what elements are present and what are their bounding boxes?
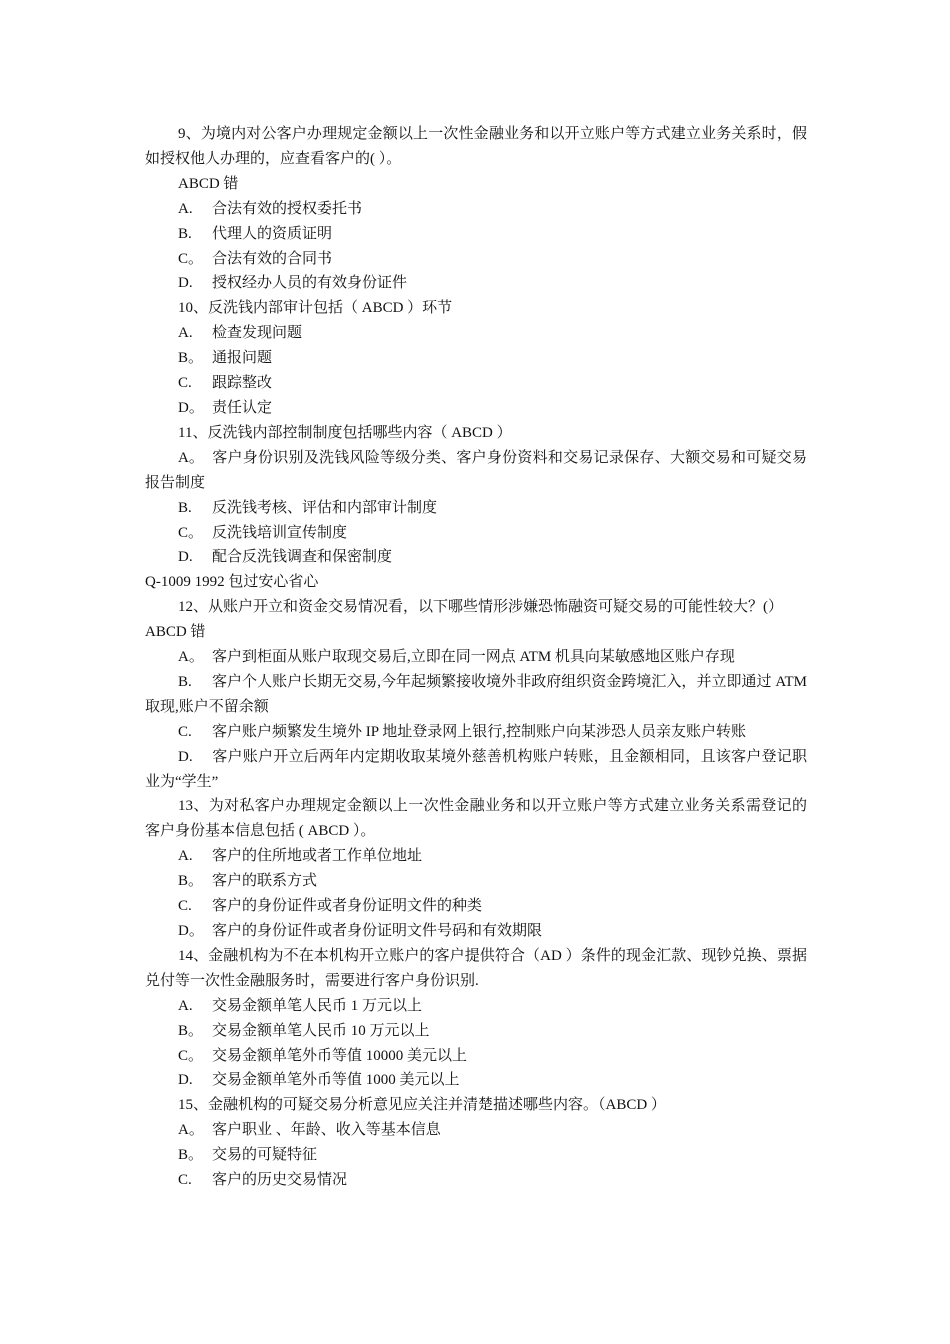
question-10-option-a: A. 检查发现问题 [178,325,303,342]
question-12-option-d: D. 客户账户开立后两年内定期收取某境外慈善机构账户转账，且金额相同，且该客户登记职业为“学生” [145,748,807,790]
question-9-option-a: A. 合法有效的授权委托书 [178,200,363,217]
question-12-note: ABCD 错 [145,624,206,641]
question-10-option-c: C. 跟踪整改 [178,375,273,392]
question-10-option-d: D。 责任认定 [178,399,273,416]
question-14-option-d: D. 交易金额单笔外币等值 1000 美元以上 [178,1072,460,1089]
question-11-option-a: A。 客户身份识别及洗钱风险等级分类、客户身份资料和交易记录保存、大额交易和可疑交易报告制度 [145,449,807,491]
question-15-option-c: C. 客户的历史交易情况 [178,1172,348,1189]
question-14-stem: 14、金融机构为不在本机构开立账户的客户提供符合（AD ）条件的现金汇款、现钞兑换、票据兑付等一次性金融服务时，需要进行客户身份识别. [145,947,807,989]
question-15-option-b: B。 交易的可疑特征 [178,1147,318,1164]
question-12-option-c: C. 客户账户频繁发生境外 IP 地址登录网上银行,控制账户向某涉恐人员亲友账户转账 [178,723,747,740]
question-13-stem: 13、为对私客户办理规定金额以上一次性金融业务和以开立账户等方式建立业务关系需登记的客户身份基本信息包括 ( ABCD ）。 [145,798,807,840]
question-12-stem: 12、从账户开立和资金交易情况看，以下哪些情形涉嫌恐怖融资可疑交易的可能性较大？(） [178,599,783,616]
document-page [145,122,807,1193]
interlude-line: Q-1009 1992 包过安心省心 [145,574,319,591]
question-15-stem: 15、金融机构的可疑交易分析意见应关注并清楚描述哪些内容。（ABCD ） [178,1097,666,1114]
question-14-option-c: C。 交易金额单笔外币等值 10000 美元以上 [178,1047,468,1064]
question-13-option-a: A. 客户的住所地或者工作单位地址 [178,848,423,865]
question-9-option-b: B. 代理人的资质证明 [178,225,333,242]
question-11-option-b: B. 反洗钱考核、评估和内部审计制度 [178,499,438,516]
question-9-note: ABCD 错 [178,175,239,192]
question-13-option-c: C. 客户的身份证件或者身份证明文件的种类 [178,898,483,915]
question-9-stem: 9、为境内对公客户办理规定金额以上一次性金融业务和以开立账户等方式建立业务关系时，假如授权他人办理的，应查看客户的( ）。 [145,126,807,167]
question-10-stem: 10、反洗钱内部审计包括（ ABCD ）环节 [178,300,453,317]
question-15-option-a: A。 客户职业 、年龄、收入等基本信息 [178,1122,441,1139]
question-14-option-a: A. 交易金额单笔人民币 1 万元以上 [178,997,423,1014]
question-14-option-b: B。 交易金额单笔人民币 10 万元以上 [178,1022,430,1039]
question-10-option-b: B。 通报问题 [178,350,273,367]
question-9-option-c: C。 合法有效的合同书 [178,250,333,267]
question-13-option-b: B。 客户的联系方式 [178,873,318,890]
question-9-option-d: D. 授权经办人员的有效身份证件 [178,275,408,292]
question-11-option-c: C。 反洗钱培训宣传制度 [178,524,348,541]
question-11-option-d: D. 配合反洗钱调查和保密制度 [178,549,393,566]
question-12-option-b: B. 客户个人账户长期无交易,今年起频繁接收境外非政府组织资金跨境汇入，并立即通过 ATM 取现,账户不留余额 [145,673,807,715]
question-11-stem: 11、反洗钱内部控制制度包括哪些内容（ ABCD ） [178,424,512,441]
question-13-option-d: D。 客户的身份证件或者身份证明文件号码和有效期限 [178,923,543,939]
question-12-option-a: A。 客户到柜面从账户取现交易后,立即在同一网点 ATM 机具向某敏感地区账户存现 [178,649,735,666]
